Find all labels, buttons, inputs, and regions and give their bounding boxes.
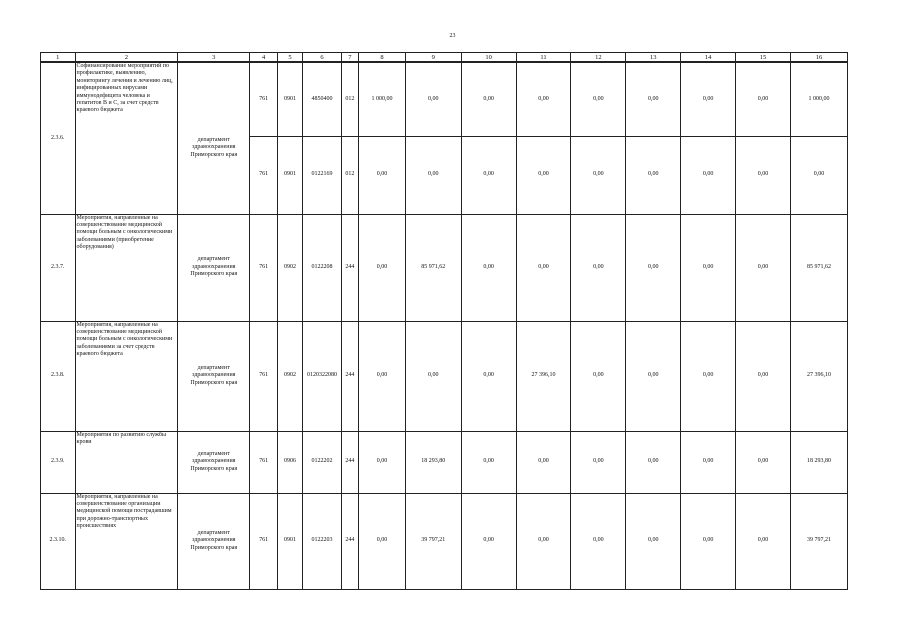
column-header: 6	[303, 53, 342, 63]
department-code: 761	[250, 493, 277, 589]
column-header: 15	[736, 53, 791, 63]
year-value: 0,00	[516, 214, 571, 321]
year-value: 0,00	[736, 321, 791, 431]
item-number: 2.3.7.	[41, 214, 76, 321]
expense-type-code: 244	[341, 214, 358, 321]
expense-type-code: 244	[341, 321, 358, 431]
year-value: 0,00	[681, 62, 736, 136]
year-value: 0,00	[626, 62, 681, 136]
department-code: 761	[250, 214, 277, 321]
year-value: 0,00	[681, 136, 736, 214]
section-code: 0901	[277, 136, 302, 214]
item-description: Мероприятия по развитию службы крови	[75, 431, 178, 493]
year-value: 0,00	[405, 136, 461, 214]
target-article-code: 0122208	[303, 214, 342, 321]
total-value: 39 797,21	[790, 493, 847, 589]
responsible-executor: департамент здравоохранения Приморского края	[178, 214, 250, 321]
section-code: 0901	[277, 62, 302, 136]
year-value: 0,00	[359, 321, 406, 431]
year-value: 85 971,62	[405, 214, 461, 321]
year-value: 1 000,00	[359, 62, 406, 136]
year-value: 0,00	[461, 214, 516, 321]
item-number: 2.3.6.	[41, 62, 76, 214]
column-header: 3	[178, 53, 250, 63]
year-value: 0,00	[571, 431, 626, 493]
year-value: 0,00	[626, 136, 681, 214]
column-header: 13	[626, 53, 681, 63]
year-value: 0,00	[516, 136, 571, 214]
column-number-header-row	[41, 53, 848, 63]
year-value: 39 797,21	[405, 493, 461, 589]
year-value: 0,00	[736, 62, 791, 136]
year-value: 0,00	[571, 214, 626, 321]
year-value: 0,00	[359, 136, 406, 214]
year-value: 0,00	[626, 321, 681, 431]
expense-type-code: 012	[341, 136, 358, 214]
total-value: 0,00	[790, 136, 847, 214]
column-header: 1	[41, 53, 76, 63]
year-value: 0,00	[461, 62, 516, 136]
budget-table	[40, 52, 848, 590]
expense-type-code: 012	[341, 62, 358, 136]
year-value: 0,00	[461, 321, 516, 431]
item-number: 2.3.10.	[41, 493, 76, 589]
year-value: 0,00	[571, 62, 626, 136]
year-value: 0,00	[516, 62, 571, 136]
year-value: 0,00	[681, 431, 736, 493]
year-value: 18 293,80	[405, 431, 461, 493]
year-value: 0,00	[736, 493, 791, 589]
year-value: 0,00	[681, 214, 736, 321]
section-code: 0902	[277, 321, 302, 431]
year-value: 0,00	[359, 493, 406, 589]
year-value: 0,00	[461, 431, 516, 493]
responsible-executor: департамент здравоохранения Приморского края	[178, 136, 250, 214]
year-value: 0,00	[681, 321, 736, 431]
item-description: Софинансирование мероприятий по профилактике, выявлению, мониторингу лечения и лечению лиц, инфицированных вирусами иммунодефицита человека и гепатитов В и С, за счет средств краевого бюджета	[75, 62, 178, 214]
year-value: 0,00	[461, 136, 516, 214]
expense-type-code: 244	[341, 431, 358, 493]
year-value: 0,00	[571, 493, 626, 589]
column-header: 11	[516, 53, 571, 63]
target-article-code: 0122169	[303, 136, 342, 214]
year-value: 0,00	[405, 62, 461, 136]
responsible-executor-empty	[178, 62, 250, 136]
total-value: 85 971,62	[790, 214, 847, 321]
item-number: 2.3.8.	[41, 321, 76, 431]
section-code: 0902	[277, 214, 302, 321]
year-value: 0,00	[405, 321, 461, 431]
item-number: 2.3.9.	[41, 431, 76, 493]
item-description: Мероприятия, направленные на совершенствование медицинской помощи больным с онкологическими заболеваниями за счет средств краевого бюджета	[75, 321, 178, 431]
table-row	[41, 214, 848, 321]
year-value: 0,00	[461, 493, 516, 589]
item-description: Мероприятия, направленные на совершенствование медицинской помощи больным с онкологическими заболеваниями (приобретение оборудования)	[75, 214, 178, 321]
department-code: 761	[250, 431, 277, 493]
year-value: 0,00	[571, 136, 626, 214]
year-value: 0,00	[359, 214, 406, 321]
year-value: 0,00	[626, 214, 681, 321]
column-header: 16	[790, 53, 847, 63]
target-article-code: 0120322080	[303, 321, 342, 431]
year-value: 0,00	[516, 431, 571, 493]
target-article-code: 0122203	[303, 493, 342, 589]
year-value: 0,00	[516, 493, 571, 589]
column-header: 9	[405, 53, 461, 63]
year-value: 0,00	[736, 431, 791, 493]
section-code: 0901	[277, 493, 302, 589]
total-value: 27 396,10	[790, 321, 847, 431]
year-value: 0,00	[736, 136, 791, 214]
year-value: 0,00	[359, 431, 406, 493]
responsible-executor: департамент здравоохранения Приморского края	[178, 431, 250, 493]
total-value: 18 293,80	[790, 431, 847, 493]
year-value: 0,00	[626, 431, 681, 493]
target-article-code: 0122202	[303, 431, 342, 493]
page-number: 23	[449, 33, 456, 39]
year-value: 0,00	[626, 493, 681, 589]
column-header: 5	[277, 53, 302, 63]
column-header: 7	[341, 53, 358, 63]
target-article-code: 4850400	[303, 62, 342, 136]
column-header: 4	[250, 53, 277, 63]
year-value: 0,00	[571, 321, 626, 431]
column-header: 2	[75, 53, 178, 63]
section-code: 0906	[277, 431, 302, 493]
responsible-executor: департамент здравоохранения Приморского края	[178, 321, 250, 431]
table-row	[41, 62, 848, 136]
table-row	[41, 431, 848, 493]
table-row	[41, 321, 848, 431]
department-code: 761	[250, 62, 277, 136]
column-header: 8	[359, 53, 406, 63]
year-value: 27 396,10	[516, 321, 571, 431]
item-description: Мероприятия, направленные на совершенствование организации медицинской помощи пострадавшим при дорожно-транспортных происшествиях	[75, 493, 178, 589]
department-code: 761	[250, 136, 277, 214]
responsible-executor: департамент здравоохранения Приморского края	[178, 493, 250, 589]
expense-type-code: 244	[341, 493, 358, 589]
year-value: 0,00	[681, 493, 736, 589]
year-value: 0,00	[736, 214, 791, 321]
department-code: 761	[250, 321, 277, 431]
table-row	[41, 493, 848, 589]
column-header: 10	[461, 53, 516, 63]
column-header: 14	[681, 53, 736, 63]
column-header: 12	[571, 53, 626, 63]
total-value: 1 000,00	[790, 62, 847, 136]
